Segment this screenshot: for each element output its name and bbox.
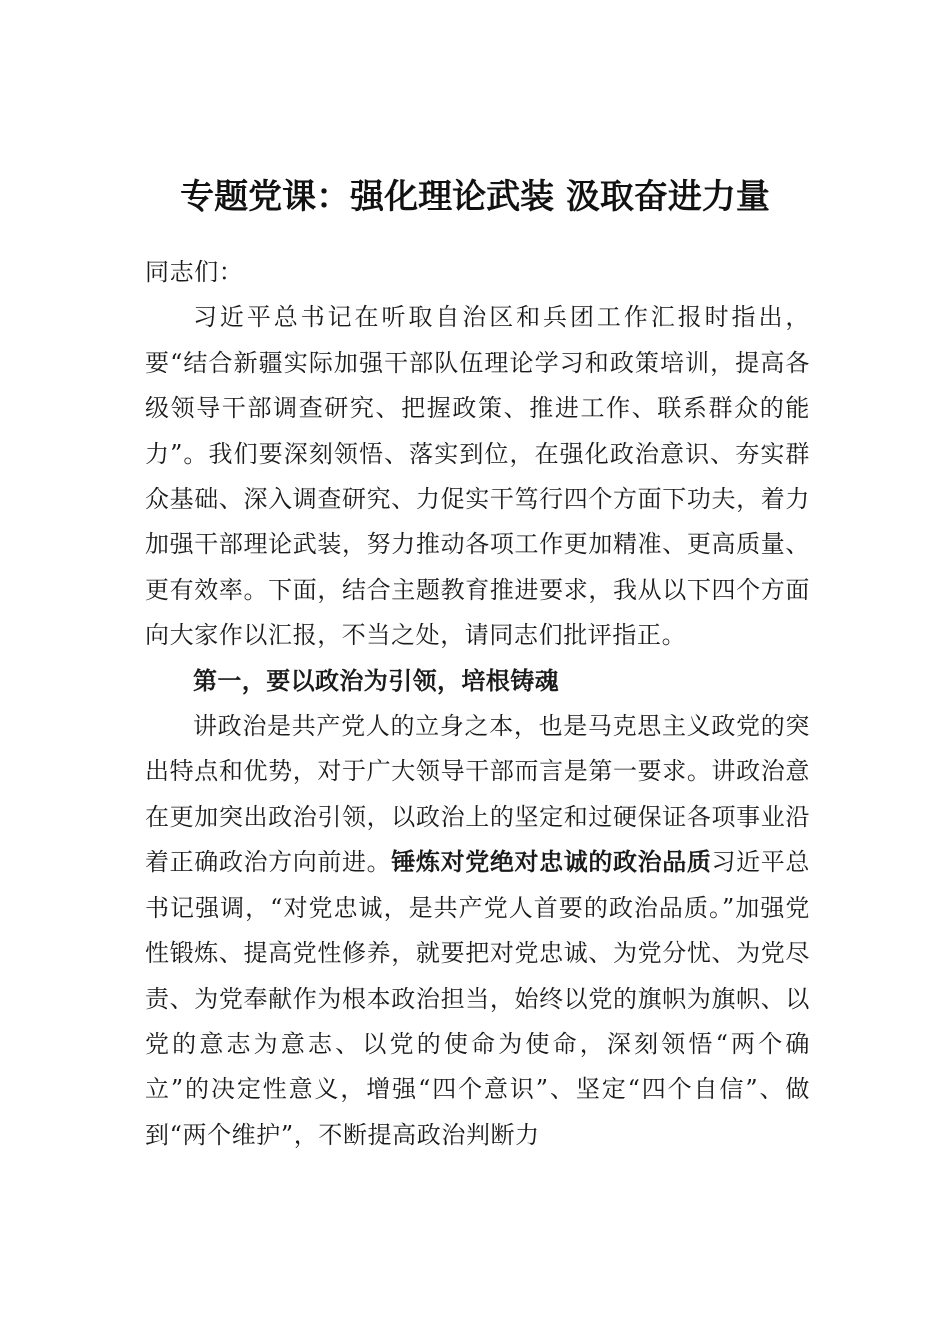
section-1-paragraph: [145, 704, 810, 1158]
section-1-body-text: 习近平总书记强调，“对党忠诚，是共产党人首要的政治品质。”加强党性锻炼、提高党性修养，就要把对党忠诚、为党分忧、为党尽责、为党奉献作为根本政治担当，始终以党的旗帜为旗帜、以党的意志为意志、以党的使命为使命，深刻领悟“两个确立”的决定性意义，增强“四个意识”、坚定“四个自信”、做到“两个维护”，不断提高政治判断力: [145, 848, 811, 1149]
section-heading-1: 第一，要以政治为引领，培根铸魂: [193, 666, 559, 695]
document-body: [145, 250, 810, 1158]
document-title: 专题党课：强化理论武装 汲取奋进力量: [180, 177, 770, 217]
section-1-lead-text: 讲政治是共产党人的立身之本，也是马克思主义政党的突出特点和优势，对于广大领导干部而言是第一要求。讲政治意在更加突出政治引领，以政治上的坚定和过硬保证各项事业沿着正确政治方向前进。: [145, 712, 810, 877]
intro-paragraph: 习近平总书记在听取自治区和兵团工作汇报时指出，要“结合新疆实际加强干部队伍理论学习和政策培训，提高各级领导干部调查研究、把握政策、推进工作、联系群众的能力”。我们要深刻领悟、落实到位，在强化政治意识、夯实群众基础、深入调查研究、力促实干笃行四个方面下功夫，着力加强干部理论武装，努力推动各项工作更加精准、更高质量、更有效率。下面，结合主题教育推进要求，我从以下四个方面向大家作以汇报，不当之处，请同志们批评指正。: [145, 303, 810, 650]
salutation: 同志们：: [145, 258, 244, 286]
section-1-subheading: 锤炼对党绝对忠诚的政治品质: [391, 848, 712, 877]
